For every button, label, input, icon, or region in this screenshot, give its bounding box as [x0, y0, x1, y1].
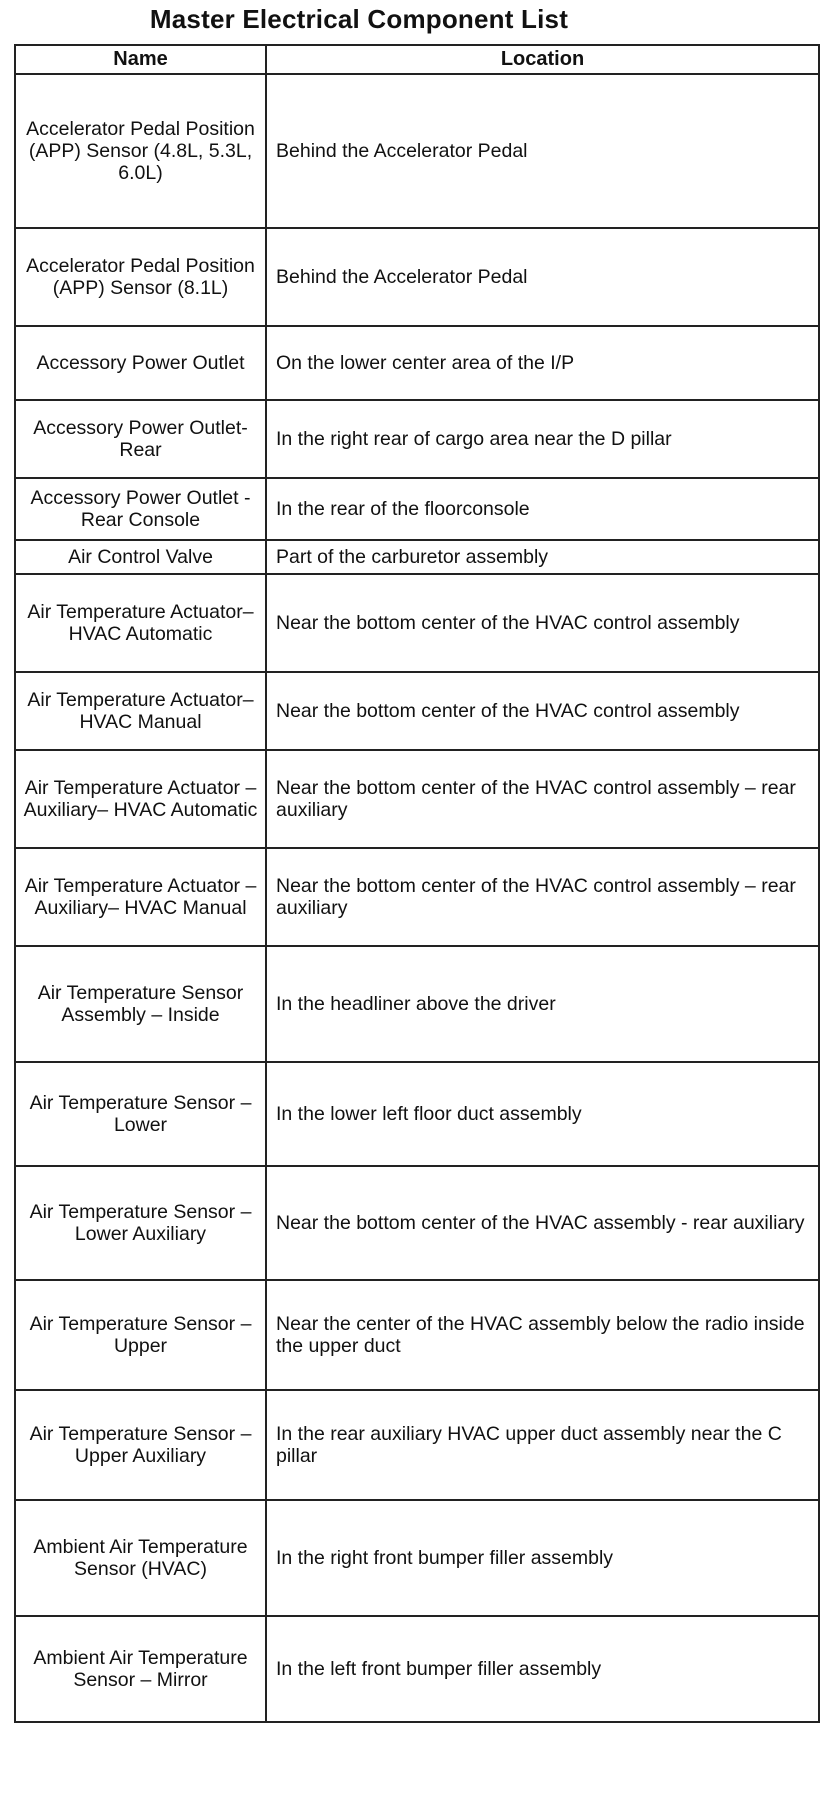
column-header-name: Name [15, 45, 266, 74]
component-location: In the left front bumper filler assembly [266, 1616, 819, 1722]
component-name: Air Temperature Sensor Assembly – Inside [15, 946, 266, 1062]
component-name: Air Temperature Actuator – Auxiliary– HVAC Manual [15, 848, 266, 946]
table-row [15, 574, 819, 672]
table-row [15, 848, 819, 946]
table-row [15, 1062, 819, 1166]
table-row [15, 478, 819, 540]
table-row [15, 1500, 819, 1616]
component-location: Near the bottom center of the HVAC control assembly – rear auxiliary [266, 750, 819, 848]
table-row [15, 946, 819, 1062]
component-name: Air Temperature Actuator–HVAC Manual [15, 672, 266, 750]
component-location: In the right rear of cargo area near the D pillar [266, 400, 819, 478]
component-location: In the rear auxiliary HVAC upper duct assembly near the C pillar [266, 1390, 819, 1500]
table-row [15, 326, 819, 400]
component-name: Air Temperature Sensor – Upper Auxiliary [15, 1390, 266, 1500]
component-location: In the rear of the floorconsole [266, 478, 819, 540]
component-location: In the lower left floor duct assembly [266, 1062, 819, 1166]
component-name: Air Temperature Actuator – Auxiliary– HVAC Automatic [15, 750, 266, 848]
component-name: Accelerator Pedal Position (APP) Sensor (8.1L) [15, 228, 266, 326]
component-name: Air Temperature Actuator–HVAC Automatic [15, 574, 266, 672]
component-name: Air Control Valve [15, 540, 266, 574]
component-name: Accelerator Pedal Position (APP) Sensor (4.8L, 5.3L, 6.0L) [15, 74, 266, 228]
component-location: In the right front bumper filler assembly [266, 1500, 819, 1616]
table-row [15, 1166, 819, 1280]
component-location: Behind the Accelerator Pedal [266, 74, 819, 228]
table-row [15, 540, 819, 574]
component-name: Air Temperature Sensor – Upper [15, 1280, 266, 1390]
component-name: Ambient Air Temperature Sensor – Mirror [15, 1616, 266, 1722]
component-location: Near the bottom center of the HVAC assembly - rear auxiliary [266, 1166, 819, 1280]
table-row [15, 1390, 819, 1500]
component-location: On the lower center area of the I/P [266, 326, 819, 400]
component-name: Ambient Air Temperature Sensor (HVAC) [15, 1500, 266, 1616]
component-name: Accessory Power Outlet - Rear Console [15, 478, 266, 540]
table-row [15, 1616, 819, 1722]
component-name: Accessory Power Outlet- Rear [15, 400, 266, 478]
table-row [15, 228, 819, 326]
table-row [15, 672, 819, 750]
component-location: Behind the Accelerator Pedal [266, 228, 819, 326]
table-row [15, 750, 819, 848]
component-name: Accessory Power Outlet [15, 326, 266, 400]
table-row [15, 400, 819, 478]
component-location: In the headliner above the driver [266, 946, 819, 1062]
component-name: Air Temperature Sensor – Lower [15, 1062, 266, 1166]
component-location: Near the center of the HVAC assembly below the radio inside the upper duct [266, 1280, 819, 1390]
component-location: Near the bottom center of the HVAC control assembly [266, 672, 819, 750]
column-header-location: Location [266, 45, 819, 74]
table-row [15, 1280, 819, 1390]
component-table [14, 44, 820, 1723]
component-location: Near the bottom center of the HVAC control assembly [266, 574, 819, 672]
component-location: Near the bottom center of the HVAC control assembly – rear auxiliary [266, 848, 819, 946]
table-row [15, 74, 819, 228]
component-location: Part of the carburetor assembly [266, 540, 819, 574]
component-name: Air Temperature Sensor – Lower Auxiliary [15, 1166, 266, 1280]
table-header-row [15, 45, 819, 74]
document-title: Master Electrical Component List [149, 4, 569, 34]
